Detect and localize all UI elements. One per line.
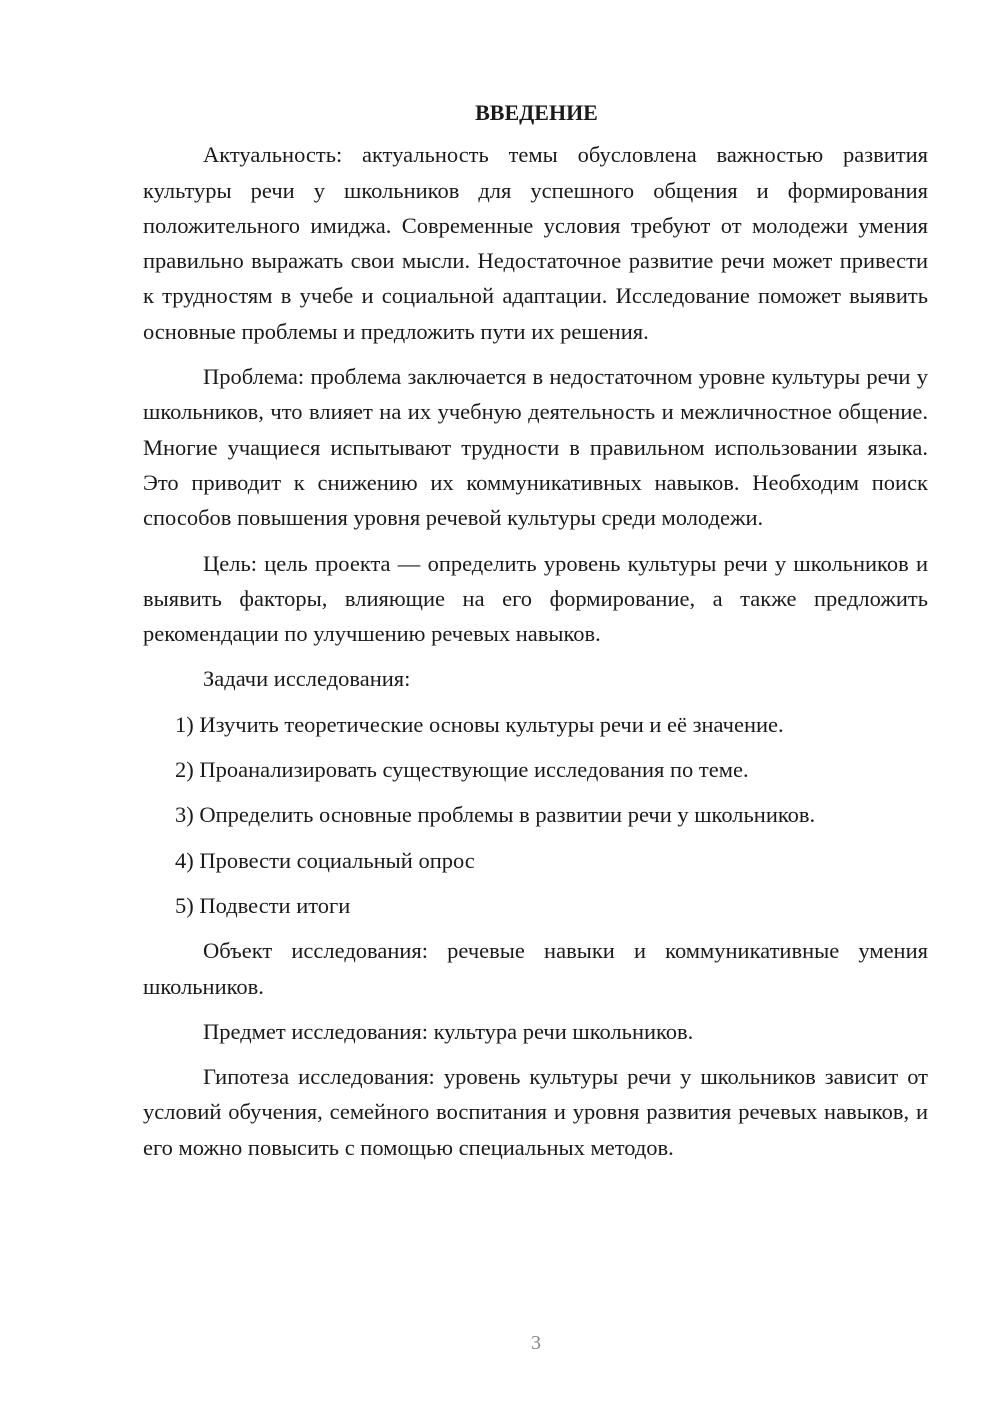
task-item: 1) Изучить теоретические основы культуры речи и её значение.	[175, 711, 784, 737]
document-body	[143, 95, 928, 1175]
subject-paragraph: Предмет исследования: культура речи школьников.	[203, 1018, 694, 1044]
relevance-paragraph: Актуальность: актуальность темы обусловлена важностью развития культуры речи у школьников для успешного общения и формирования положительного имиджа. Современные условия требуют от молодежи умения правильно выражать свои мысли. Недостаточное развитие речи может привести к трудностям в учебе и социальной адаптации. Исследование поможет выявить основные проблемы и предложить пути их решения.	[143, 142, 928, 344]
tasks-list	[143, 707, 928, 923]
task-item: 3) Определить основные проблемы в развитии речи у школьников.	[175, 802, 816, 828]
task-item: 2) Проанализировать существующие исследования по теме.	[175, 757, 749, 783]
task-item: 5) Подвести итоги	[175, 892, 351, 918]
object-paragraph: Объект исследования: речевые навыки и коммуникативные умения школьников.	[143, 938, 928, 999]
page-number: 3	[531, 1332, 541, 1354]
task-item: 4) Провести социальный опрос	[175, 847, 475, 873]
problem-paragraph: Проблема: проблема заключается в недостаточном уровне культуры речи у школьников, что влияет на их учебную деятельность и межличностное общение. Многие учащиеся испытывают трудности в правильном использовании языка. Это приводит к снижению их коммуникативных навыков. Необходим поиск способов повышения уровня речевой культуры среди молодежи.	[143, 364, 928, 531]
goal-paragraph: Цель: цель проекта — определить уровень культуры речи у школьников и выявить факторы, влияющие на его формирование, а также предложить рекомендации по улучшению речевых навыков.	[143, 550, 928, 647]
tasks-heading: Задачи исследования:	[203, 666, 411, 692]
hypothesis-paragraph: Гипотеза исследования: уровень культуры речи у школьников зависит от условий обучения, семейного воспитания и уровня развития речевых навыков, и его можно повысить с помощью специальных методов.	[143, 1064, 928, 1160]
page-title: ВВЕДЕНИЕ	[475, 100, 598, 125]
